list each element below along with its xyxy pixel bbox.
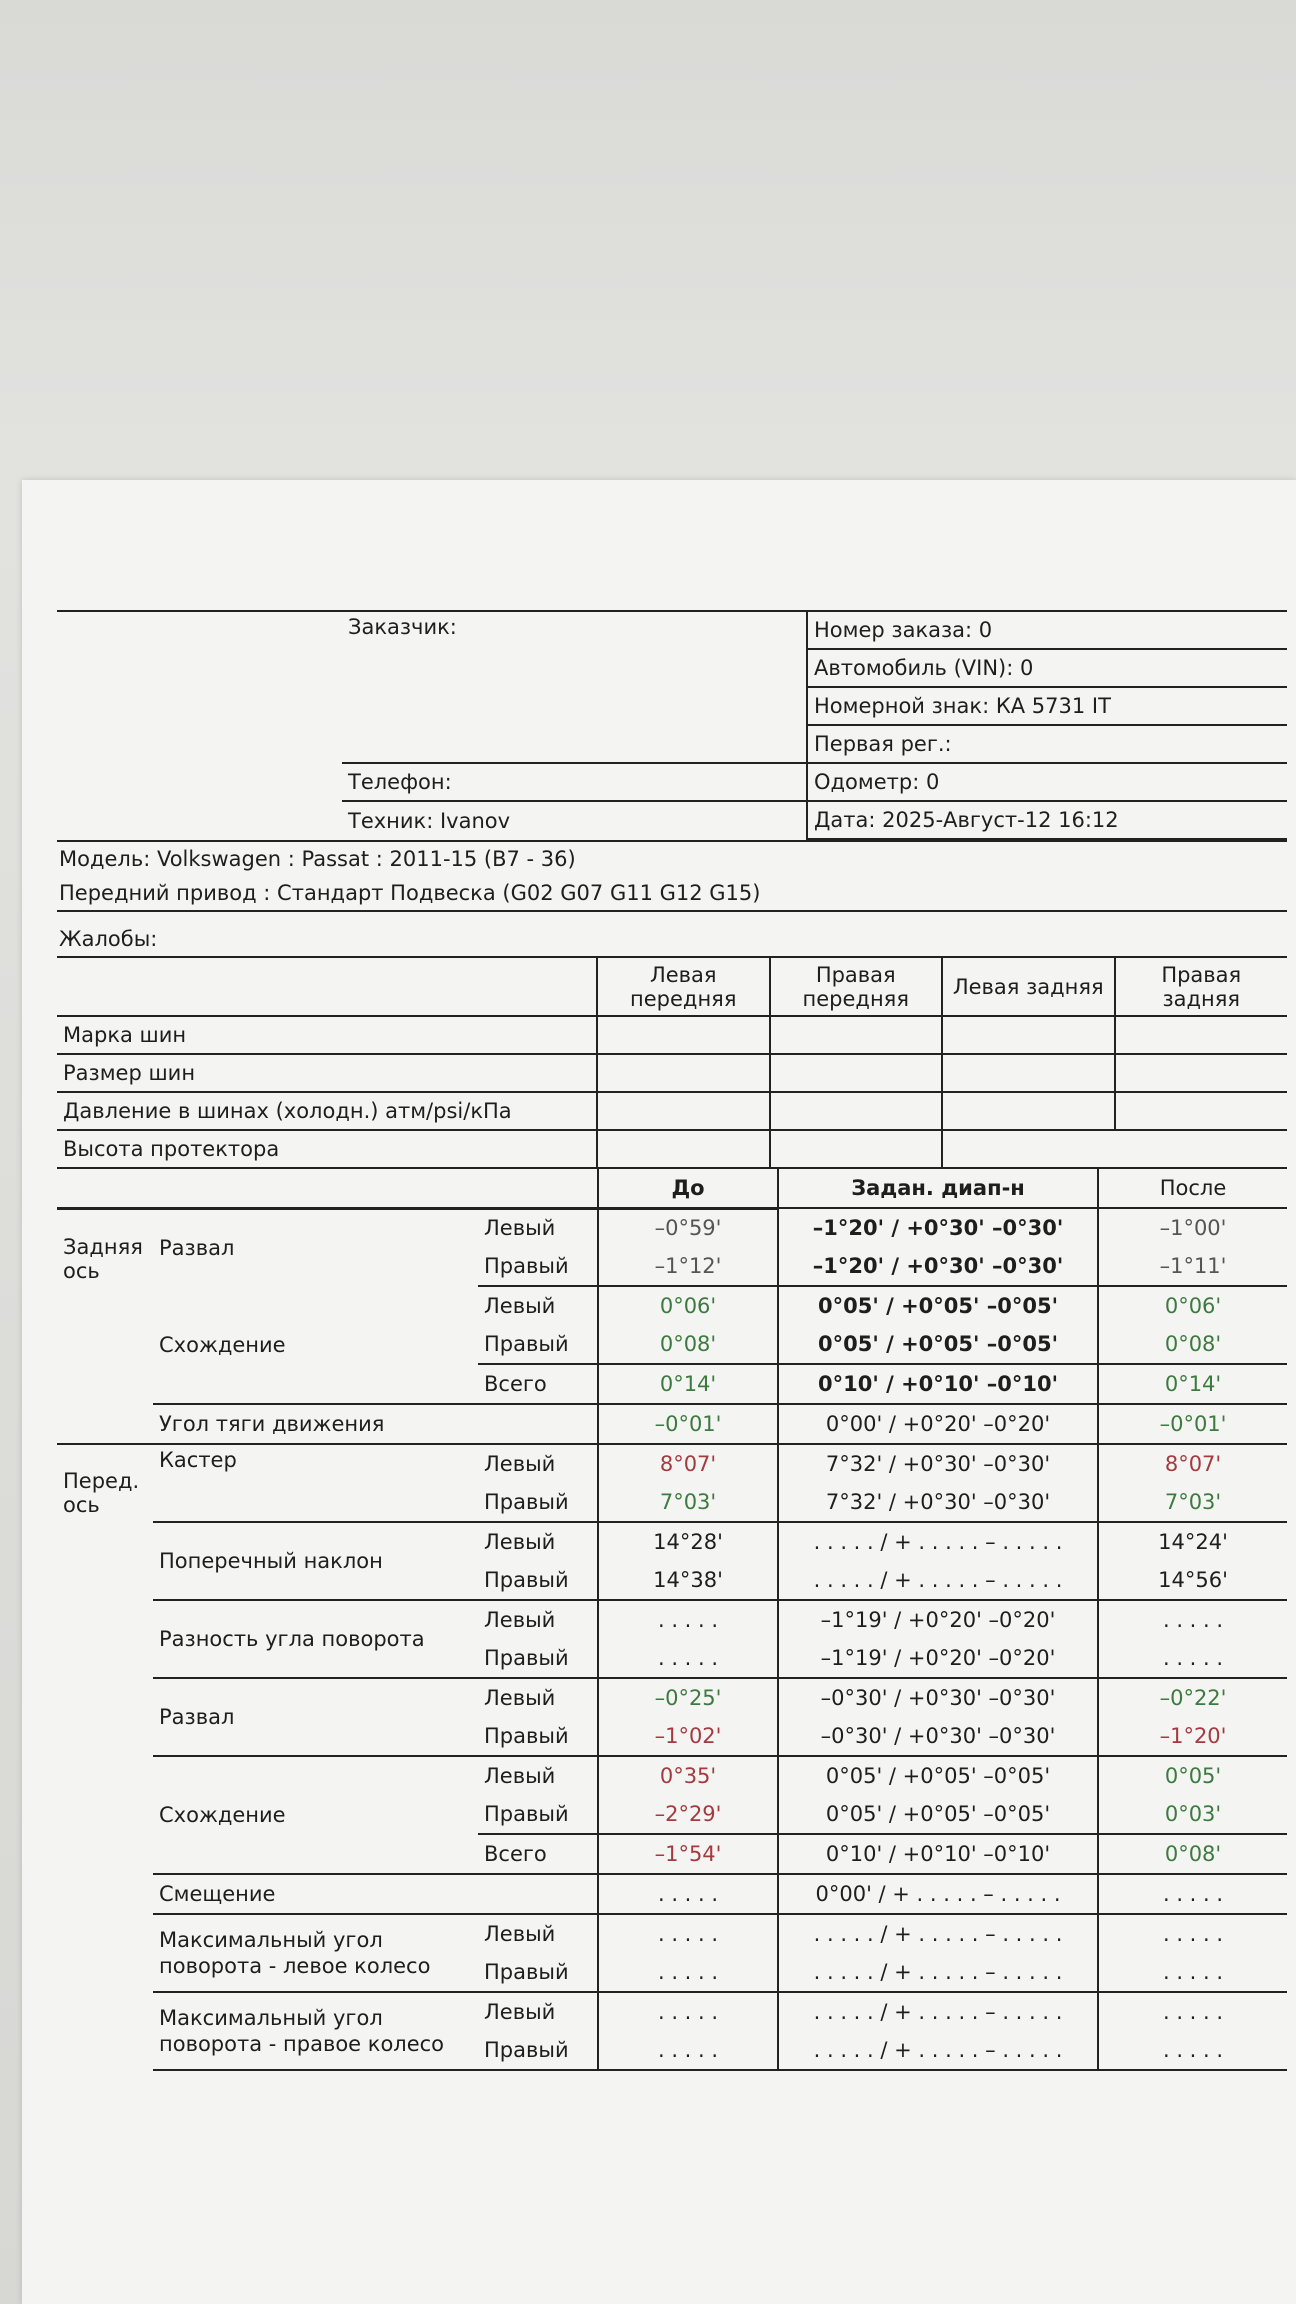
caster-left-after: 8°07' [1164,1452,1222,1476]
rear-camber-label: Развал [159,1235,235,1260]
front-camber-right-spec: –0°30' / +0°30' –0°30' [778,1717,1098,1756]
sai-left-before: 14°28' [598,1522,778,1561]
sai-left-after: 14°24' [1158,1530,1228,1554]
alignment-report [57,610,1287,2071]
order-number: Номер заказа: 0 [807,611,1287,649]
rear-toe-right-after: 0°08' [1098,1325,1287,1364]
rear-toe-left-after: 0°06' [1164,1294,1222,1318]
rear-toe-right-before: 0°08' [598,1325,778,1364]
toe-out-label: Разность угла поворота [153,1600,478,1678]
side-right: Правый [478,1639,598,1678]
rear-camber-left-after: –1°00' [1159,1216,1227,1240]
side-left: Левый [478,1286,598,1325]
toeout-left-before: . . . . . [598,1600,778,1639]
front-toe-total-spec: 0°10' / +0°10' –0°10' [778,1834,1098,1874]
setback-label: Смещение [153,1874,598,1914]
front-toe-left-spec: 0°05' / +0°05' –0°05' [778,1756,1098,1795]
front-axle-label: Перед. ось [57,1444,153,2070]
sai-left-spec: . . . . . / + . . . . . – . . . . . [778,1522,1098,1561]
side-left: Левый [484,1764,556,1788]
maxr-right-after: . . . . . [1098,2031,1287,2070]
side-right: Правый [478,1483,598,1522]
date-field: Дата: 2025-Август-12 16:12 [807,801,1287,839]
sai-right-spec: . . . . . / + . . . . . – . . . . . [778,1561,1098,1600]
side-right: Правый [478,1247,598,1286]
front-toe-right-after: 0°03' [1098,1795,1287,1834]
sai-right-after: 14°56' [1098,1561,1287,1600]
complaints-line: Жалобы: [57,922,1287,958]
rear-toe-left-spec: 0°05' / +0°05' –0°05' [778,1286,1098,1325]
maxr-right-before: . . . . . [598,2031,778,2070]
max-angle-left-label: Максимальный угол поворота - левое колесо [153,1914,478,1992]
maxr-right-spec: . . . . . / + . . . . . – . . . . . [778,2031,1098,2070]
rear-toe-right-spec: 0°05' / +0°05' –0°05' [778,1325,1098,1364]
side-left: Левый [484,1922,556,1946]
after-header: После [1098,1168,1287,1208]
maxr-left-before: . . . . . [598,1992,778,2031]
side-total: Всего [478,1364,598,1404]
maxl-left-after: . . . . . [1162,1922,1224,1946]
side-left: Левый [484,2000,556,2024]
printed-sheet [22,480,1296,2304]
front-camber-right-after: –1°20' [1098,1717,1287,1756]
front-toe-total-before: –1°54' [598,1834,778,1874]
setback-before: . . . . . [598,1874,778,1914]
front-camber-right-before: –1°02' [598,1717,778,1756]
plate-field: Номерной знак: КА 5731 IT [807,687,1287,725]
front-toe-right-before: –2°29' [598,1795,778,1834]
front-toe-left-before: 0°35' [598,1756,778,1795]
side-left: Левый [484,1530,556,1554]
toeout-right-after: . . . . . [1098,1639,1287,1678]
side-total: Всего [478,1834,598,1874]
side-right: Правый [478,1795,598,1834]
tread-depth-label: Высота протектора [57,1130,597,1168]
toeout-right-spec: –1°19' / +0°20' –0°20' [778,1639,1098,1678]
maxl-right-spec: . . . . . / + . . . . . – . . . . . [778,1953,1098,1992]
setback-spec: 0°00' / + . . . . . – . . . . . [778,1874,1098,1914]
side-left: Левый [484,1216,556,1240]
maxl-left-spec: . . . . . / + . . . . . – . . . . . [778,1914,1098,1953]
side-right: Правый [478,1953,598,1992]
side-right: Правый [478,1325,598,1364]
front-toe-left-after: 0°05' [1164,1764,1222,1788]
front-toe-right-spec: 0°05' / +0°05' –0°05' [778,1795,1098,1834]
col-left-front: Левая передняя [597,958,770,1016]
rear-camber-right-after: –1°11' [1098,1247,1287,1286]
measurement-body [57,1168,1287,2071]
drive-line: Передний привод : Стандарт Подвеска (G02 G07 G11 G12 G15) [57,876,1287,912]
toeout-right-before: . . . . . [598,1639,778,1678]
customer-label: Заказчик: [342,611,807,763]
front-camber-left-before: –0°25' [598,1678,778,1717]
model-line: Модель: Volkswagen : Passat : 2011-15 (B7 - 36) [57,840,1287,876]
rear-toe-label: Схождение [159,1332,286,1357]
thrust-spec: 0°00' / +0°20' –0°20' [778,1404,1098,1444]
maxr-left-after: . . . . . [1162,2000,1224,2024]
spec-header: Задан. диап-н [778,1168,1098,1208]
vin-field: Автомобиль (VIN): 0 [807,649,1287,687]
col-left-rear: Левая задняя [942,958,1115,1016]
rear-toe-left-before: 0°06' [598,1286,778,1325]
tire-table [57,958,1287,1169]
side-left: Левый [484,1608,556,1632]
front-camber-left-spec: –0°30' / +0°30' –0°30' [778,1678,1098,1717]
maxl-right-before: . . . . . [598,1953,778,1992]
side-right: Правый [478,2031,598,2070]
tire-size-label: Размер шин [57,1054,597,1092]
side-right: Правый [478,1717,598,1756]
side-left: Левый [484,1686,556,1710]
technician-field: Техник: Ivanov [348,808,511,833]
toeout-left-after: . . . . . [1162,1608,1224,1632]
col-right-front: Правая передняя [770,958,943,1016]
tire-brand-label: Марка шин [57,1016,597,1054]
rear-camber-left-spec: –1°20' / +0°30' –0°30' [778,1208,1098,1247]
front-toe-label: Схождение [153,1756,478,1874]
rear-toe-total-after: 0°14' [1098,1364,1287,1404]
rear-camber-left-before: –0°59' [598,1208,778,1247]
toeout-left-spec: –1°19' / +0°20' –0°20' [778,1600,1098,1639]
before-header: До [598,1168,778,1208]
rear-toe-total-before: 0°14' [598,1364,778,1404]
thrust-after: –0°01' [1098,1404,1287,1444]
side-left: Левый [484,1452,556,1476]
max-angle-right-label: Максимальный угол поворота - правое колесо [153,1992,478,2070]
caster-label: Кастер [159,1448,237,1472]
rear-camber-right-spec: –1°20' / +0°30' –0°30' [778,1247,1098,1286]
caster-right-before: 7°03' [598,1483,778,1522]
maxl-left-before: . . . . . [598,1914,778,1953]
caster-right-spec: 7°32' / +0°30' –0°30' [778,1483,1098,1522]
sai-right-before: 14°38' [598,1561,778,1600]
sai-label: Поперечный наклон [153,1522,478,1600]
setback-after: . . . . . [1098,1874,1287,1914]
rear-axle-label: Задняя ось [63,1235,143,1283]
maxl-right-after: . . . . . [1098,1953,1287,1992]
phone-label: Телефон: [342,763,807,801]
caster-left-before: 8°07' [598,1444,778,1483]
header-table [57,610,1287,840]
caster-left-spec: 7°32' / +0°30' –0°30' [778,1444,1098,1483]
front-toe-total-after: 0°08' [1098,1834,1287,1874]
rear-camber-right-before: –1°12' [598,1247,778,1286]
caster-right-after: 7°03' [1098,1483,1287,1522]
front-camber-left-after: –0°22' [1159,1686,1227,1710]
odometer-field: Одометр: 0 [807,763,1287,801]
col-right-rear: Правая задняя [1115,958,1288,1016]
rear-toe-total-spec: 0°10' / +0°10' –0°10' [778,1364,1098,1404]
thrust-before: –0°01' [598,1404,778,1444]
front-camber-label: Развал [153,1678,478,1756]
maxr-left-spec: . . . . . / + . . . . . – . . . . . [778,1992,1098,2031]
first-reg-field: Первая рег.: [807,725,1287,763]
thrust-angle-label: Угол тяги движения [153,1404,598,1444]
side-right: Правый [478,1561,598,1600]
tire-pressure-label: Давление в шинах (холодн.) атм/psi/кПа [57,1092,597,1130]
